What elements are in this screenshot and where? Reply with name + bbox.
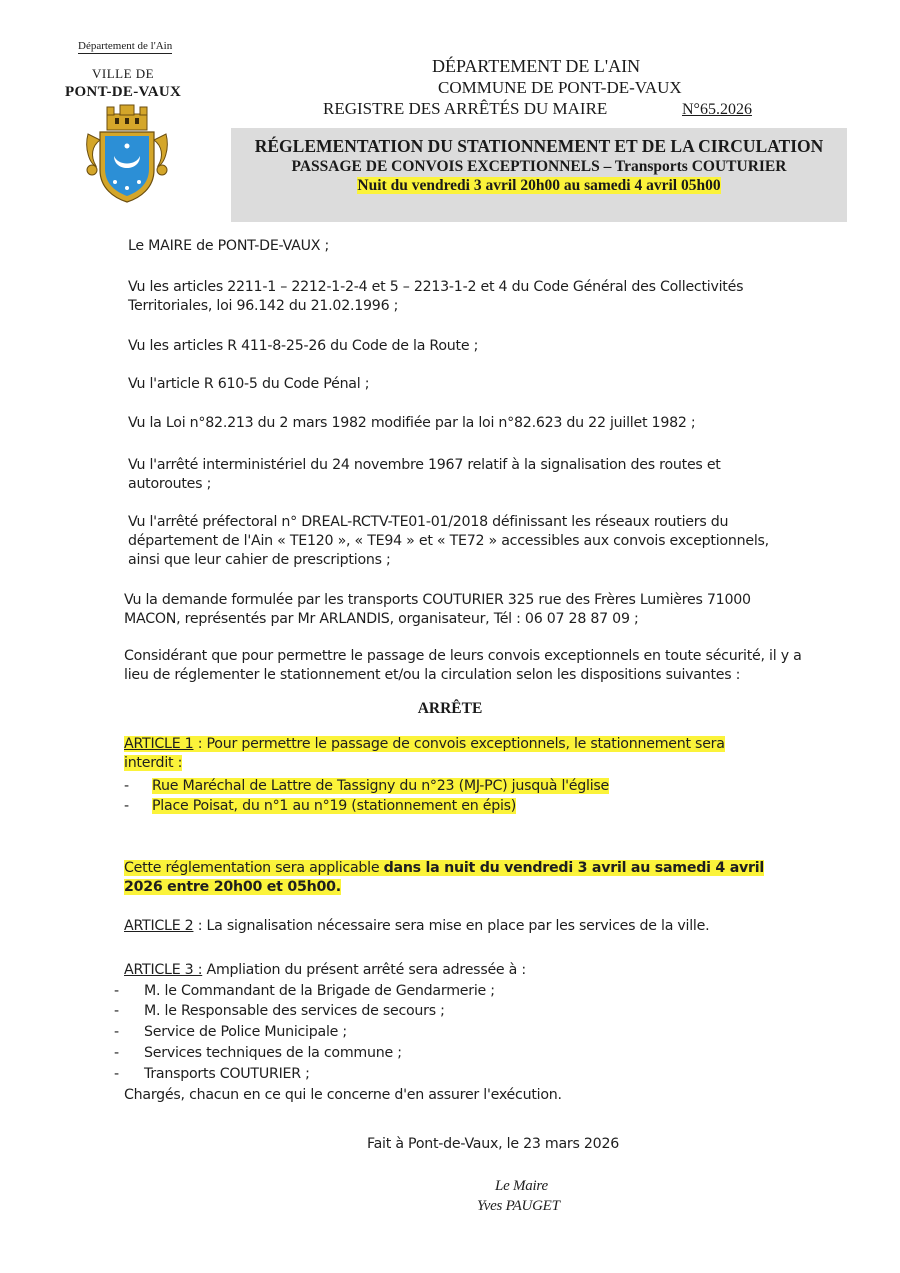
header-registre: REGISTRE DES ARRÊTÉS DU MAIRE <box>323 99 608 118</box>
arrete-heading: ARRÊTE <box>417 700 483 717</box>
list-dash: - <box>114 1045 119 1061</box>
title-line-1: RÉGLEMENTATION DU STATIONNEMENT ET DE LA CIRCULATION <box>254 136 824 156</box>
article-1-item <box>124 777 824 796</box>
signature-name: Yves PAUGET <box>477 1198 560 1214</box>
fait-a-line: Fait à Pont-de-Vaux, le 23 mars 2026 <box>367 1136 619 1152</box>
charges-line: Chargés, chacun en ce qui le concerne d'en assurer l'exécution. <box>124 1087 562 1103</box>
header-commune: COMMUNE DE PONT-DE-VAUX <box>438 78 682 97</box>
article-3-item <box>114 1023 814 1042</box>
article-1-text-2: interdit : <box>124 755 183 771</box>
article-1-item-text: Rue Maréchal de Lattre de Tassigny du n°23 (MJ-PC) jusquà l'église <box>152 778 610 794</box>
vu6-line-1: Vu l'arrêté préfectoral n° DREAL-RCTV-TE01-01/2018 définissant les réseaux routiers du <box>128 514 729 530</box>
article-1-item-text: Place Poisat, du n°1 au n°19 (stationnement en épis) <box>152 798 517 814</box>
vu7-line-1: Vu la demande formulée par les transports COUTURIER 325 rue des Frères Lumières 71000 <box>124 592 751 608</box>
article-1-text: : Pour permettre le passage de convois exceptionnels, le stationnement sera <box>193 736 725 752</box>
list-dash: - <box>124 798 129 814</box>
article-3-item-text: M. le Responsable des services de secours ; <box>144 1003 445 1019</box>
town-crest-logo <box>84 104 170 204</box>
article-3-item <box>114 982 814 1001</box>
article-1-item <box>124 797 824 816</box>
article-3 <box>124 961 844 980</box>
article-3-item-text: Services techniques de la commune ; <box>144 1045 402 1061</box>
vu7-line-2: MACON, représentés par Mr ARLANDIS, organisateur, Tél : 06 07 28 87 09 ; <box>124 611 639 627</box>
header-department: DÉPARTEMENT DE L'AIN <box>432 56 641 76</box>
arrete-number: N°65.2026 <box>682 101 752 118</box>
vu6-line-2: département de l'Ain « TE120 », « TE94 » et « TE72 » accessibles aux convois exceptionnels, <box>128 533 769 549</box>
department-small-label: Département de l'Ain <box>78 40 173 52</box>
period-bold-text-1: dans la nuit du vendredi 3 avril au samedi 4 avril <box>383 860 765 876</box>
title-line-3: Nuit du vendredi 3 avril 20h00 au samedi 4 avril 05h00 <box>357 177 721 194</box>
considerant-line-2: lieu de réglementer le stationnement et/ou la circulation selon les dispositions suivantes : <box>124 667 741 683</box>
considerant-paragraph <box>124 647 844 685</box>
article-3-item-text: Service de Police Municipale ; <box>144 1024 347 1040</box>
vu-paragraph-7 <box>124 591 824 629</box>
article-3-text: Ampliation du présent arrêté sera adressée à : <box>202 962 526 978</box>
vu1-line-1: Vu les articles 2211-1 – 2212-1-2-4 et 5 – 2213-1-2 et 4 du Code Général des Collectivités <box>128 279 744 295</box>
vu-paragraph-1 <box>128 278 828 316</box>
article-3-item <box>114 1065 814 1084</box>
article-2 <box>124 917 844 936</box>
vu-paragraph-2: Vu les articles R 411-8-25-26 du Code de la Route ; <box>128 338 479 354</box>
list-dash: - <box>114 1066 119 1082</box>
vu-paragraph-4: Vu la Loi n°82.213 du 2 mars 1982 modifiée par la loi n°82.623 du 22 juillet 1982 ; <box>128 415 696 431</box>
period-bold-text-2: 2026 entre 20h00 et 05h00. <box>124 879 341 895</box>
vu-paragraph-3: Vu l'article R 610-5 du Code Pénal ; <box>128 376 370 392</box>
vu-paragraph-5 <box>128 456 828 494</box>
mayor-line: Le MAIRE de PONT-DE-VAUX ; <box>128 238 329 254</box>
list-dash: - <box>114 1003 119 1019</box>
list-dash: - <box>124 778 129 794</box>
article-3-label: ARTICLE 3 : <box>124 962 203 978</box>
ville-name-label: PONT-DE-VAUX <box>65 84 182 100</box>
period-normal-text: Cette réglementation sera applicable <box>124 860 384 876</box>
article-3-item <box>114 1002 814 1021</box>
vu-paragraph-6 <box>128 513 828 570</box>
signature-role: Le Maire <box>495 1178 548 1194</box>
period-paragraph <box>124 859 844 897</box>
title-line-3-wrap <box>231 177 847 195</box>
list-dash: - <box>114 983 119 999</box>
title-line-2: PASSAGE DE CONVOIS EXCEPTIONNELS – Transports COUTURIER <box>291 158 787 175</box>
vu6-line-3: ainsi que leur cahier de prescriptions ; <box>128 552 391 568</box>
article-3-item-text: M. le Commandant de la Brigade de Gendarmerie ; <box>144 983 495 999</box>
article-1 <box>124 735 844 773</box>
article-2-label: ARTICLE 2 <box>124 918 194 934</box>
vu5-line-2: autoroutes ; <box>128 476 212 492</box>
article-1-label: ARTICLE 1 <box>124 736 194 752</box>
article-3-item <box>114 1044 814 1063</box>
considerant-line-1: Considérant que pour permettre le passage de leurs convois exceptionnels en toute sécurité, il y a <box>124 648 802 664</box>
article-2-text: : La signalisation nécessaire sera mise en place par les services de la ville. <box>193 918 710 934</box>
list-dash: - <box>114 1024 119 1040</box>
vu5-line-1: Vu l'arrêté interministériel du 24 novembre 1967 relatif à la signalisation des routes et <box>128 457 721 473</box>
article-3-item-text: Transports COUTURIER ; <box>144 1066 310 1082</box>
title-box <box>231 128 847 222</box>
ville-de-label: VILLE DE <box>92 66 155 81</box>
vu1-line-2: Territoriales, loi 96.142 du 21.02.1996 ; <box>128 298 399 314</box>
